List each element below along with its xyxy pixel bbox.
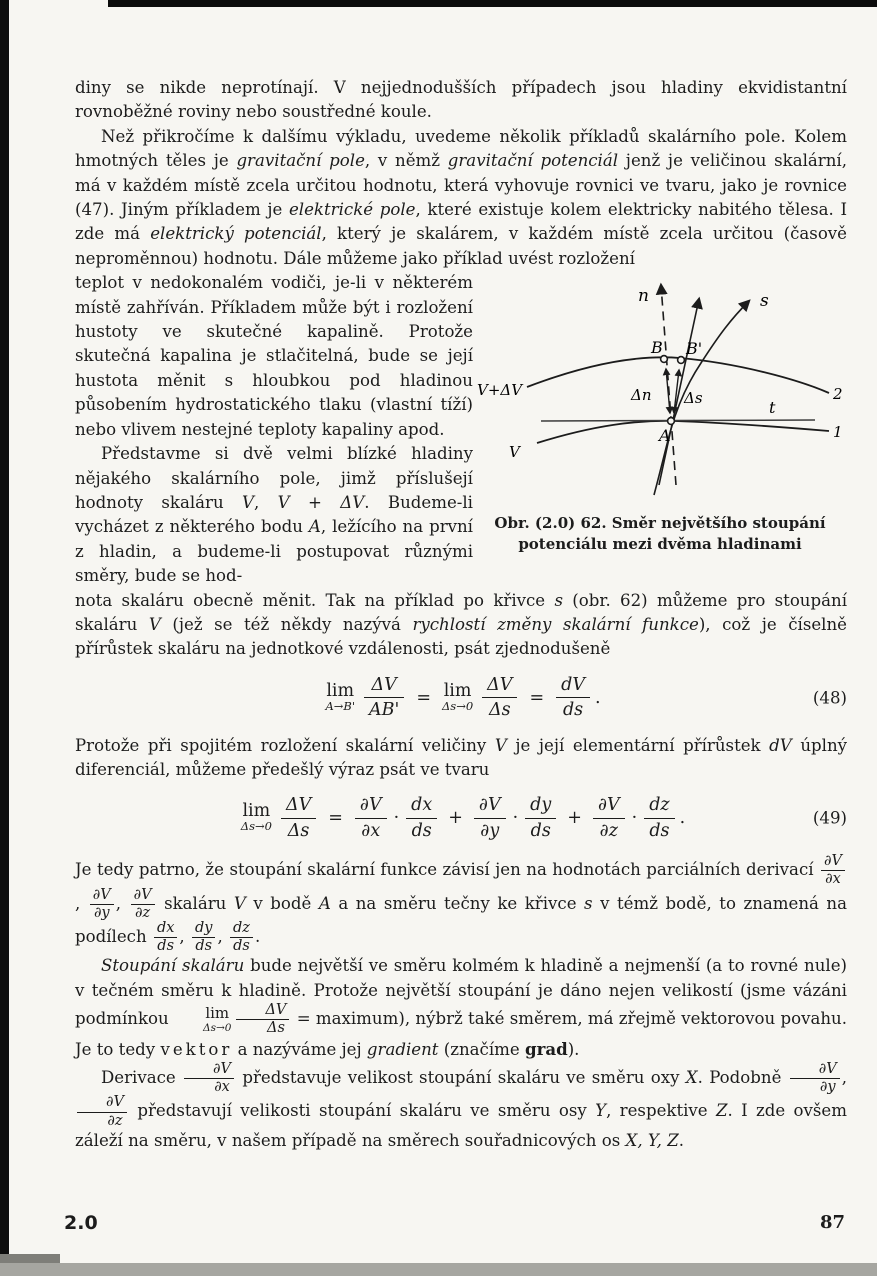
fraction xyxy=(406,796,437,840)
numerator: ∂V xyxy=(355,796,387,818)
denominator: ∂x xyxy=(214,1079,230,1096)
label-lower-level: V xyxy=(509,443,520,462)
inline-fraction xyxy=(131,888,155,921)
denominator: ∂z xyxy=(599,820,618,841)
text-run: představují velikosti stoupání skaláru ve směru osy xyxy=(128,1101,596,1121)
text-run: , v němž xyxy=(364,151,448,171)
text-run: Představme si dvě velmi blízké hladiny nějakého skalárního pole, jimž příslušejí hodnoty skaláru xyxy=(75,444,473,512)
numerator: ∂V xyxy=(474,796,506,818)
math-var: s xyxy=(554,590,563,610)
limit-operator xyxy=(241,802,272,834)
inline-fraction xyxy=(154,921,177,954)
math-var: A xyxy=(308,517,321,537)
figure-caption-line1: Obr. (2.0) 62. Směr největšího stoupání xyxy=(494,514,826,533)
denominator: ds xyxy=(562,700,584,721)
equation-49-body xyxy=(237,796,685,840)
paragraph-differential xyxy=(75,734,847,783)
denominator: ds xyxy=(530,820,551,841)
math-var: V xyxy=(242,492,255,512)
narrow-text-column xyxy=(75,271,473,588)
lim-word: lim xyxy=(443,680,472,701)
text-run: . Budeme-li vycházet z některého bodu xyxy=(75,492,473,537)
text-run: úplný diferenciál, můžeme předešlý výraz psát ve tvaru xyxy=(75,735,848,779)
numerator: dy xyxy=(192,921,215,938)
paragraph-derivace xyxy=(75,1062,847,1153)
denominator: ∂z xyxy=(135,904,151,921)
numerator: ΔV xyxy=(236,1003,289,1020)
lim-word: lim xyxy=(242,801,271,822)
label-surface-2: 2 xyxy=(833,385,843,404)
multiplication-dot: · xyxy=(631,808,638,829)
text-run: . xyxy=(254,927,261,947)
text-run: , xyxy=(75,893,88,913)
numerator: ∂V xyxy=(821,854,845,871)
text-run: = maximum), nýbrž také směrem, má zřejmě vektorovou povahu. Je to tedy xyxy=(75,1009,847,1059)
fraction xyxy=(644,796,674,840)
math-var: V xyxy=(494,735,507,755)
text-run-italic: elektrické pole xyxy=(288,200,416,220)
numerator: ∂V xyxy=(131,888,155,905)
equals-sign: = xyxy=(416,687,431,708)
text-run: , xyxy=(179,927,190,947)
numerator: ∂V xyxy=(593,796,625,818)
lim-subscript: Δs→0 xyxy=(240,819,272,834)
point-A xyxy=(668,418,675,425)
label-s: s xyxy=(760,291,769,312)
text-run: nota skaláru obecně měnit. Tak na příklad po křivce xyxy=(75,590,555,610)
footer-page-number: 87 xyxy=(819,1212,845,1233)
label-upper-level: V+ΔV xyxy=(477,381,523,400)
fraction xyxy=(355,796,387,840)
math-var: Z xyxy=(715,1101,728,1121)
text-run: , xyxy=(217,927,229,947)
lim-subscript: A→B' xyxy=(325,698,356,713)
text-run: , respektive xyxy=(606,1101,716,1121)
inline-fraction xyxy=(790,1062,840,1095)
scan-left-edge xyxy=(0,0,9,1276)
text-run-spaced: vektor xyxy=(160,1039,233,1059)
scan-bottom-edge xyxy=(0,1263,877,1276)
text-run: v témž bodě, to znamená na podílech xyxy=(75,893,847,947)
multiplication-dot: · xyxy=(512,808,519,829)
text-run-italic: elektrický potenciál xyxy=(150,224,322,244)
paragraph-examples xyxy=(75,125,847,271)
paragraph-slope xyxy=(75,589,847,662)
numerator: dy xyxy=(525,796,556,818)
figure-caption-line2: potenciálu mezi dvěma hladinami xyxy=(518,535,802,554)
text-run: ). xyxy=(567,1039,580,1059)
numerator: ∂V xyxy=(184,1062,234,1079)
math-var: X, Y, Z xyxy=(625,1130,679,1150)
text-run-italic: rychlostí změny skalární funkce xyxy=(412,614,699,634)
text-run: Derivace xyxy=(101,1068,183,1088)
text-run: bude největší ve směru kolmém k hladině a nejmenší (a to rovné nule) v tečném směru k hladině. Protože největší stoupání je dáno nejen velikostí (jsme vázáni podmínkou xyxy=(75,956,848,1029)
label-n: n xyxy=(638,286,649,307)
denominator: ∂y xyxy=(93,904,110,921)
text-run-italic: gravitační potenciál xyxy=(447,151,619,171)
numerator: ΔV xyxy=(281,796,316,818)
label-tangent: t xyxy=(769,398,776,418)
numerator: ΔV xyxy=(364,676,404,698)
fraction xyxy=(364,676,404,720)
math-var: V xyxy=(148,614,161,634)
text-run-italic: gravitační pole xyxy=(236,151,365,171)
denominator: Δs xyxy=(489,700,511,721)
footer-section-label: 2.0 xyxy=(64,1212,98,1234)
period: . xyxy=(679,808,686,829)
denominator: ∂y xyxy=(480,820,500,841)
denominator: AB' xyxy=(369,700,400,721)
text-run: Protože při spojitém rozložení skalární veličiny xyxy=(75,735,495,755)
figure-62 xyxy=(473,273,847,555)
text-run: v bodě xyxy=(245,893,319,913)
text-run: . Podobně xyxy=(697,1068,788,1088)
text-run: , xyxy=(841,1068,847,1088)
denominator: ds xyxy=(649,820,670,841)
text-run: jenž je veličinou skalární, má v každém místě zcela určitou hodnotu, která vyhovuje rovnici ve tvaru, jako je rovnice (47). Jiným příkladem je xyxy=(75,151,848,220)
fraction xyxy=(281,796,316,840)
lim-subscript: Δs→0 xyxy=(203,1021,232,1034)
numerator: ∂V xyxy=(77,1095,127,1112)
fraction xyxy=(556,676,590,720)
plus-sign: + xyxy=(567,808,582,829)
math-var: A xyxy=(318,893,331,913)
text-run: Než přikročíme k dalšímu výkladu, uvedeme několik příkladů skalárního pole. Kolem hmotných těles je xyxy=(75,126,847,171)
text-run: (značíme xyxy=(438,1039,525,1059)
inline-fraction xyxy=(77,1095,127,1128)
denominator: ∂y xyxy=(819,1079,836,1096)
inline-fraction xyxy=(230,921,253,954)
denominator: ds xyxy=(157,938,175,955)
paragraph-continuation xyxy=(75,76,847,125)
lim-word: lim xyxy=(326,680,355,701)
paragraph-two-levels xyxy=(75,442,473,588)
text-run: představuje velikost stoupání skaláru ve směru oxy xyxy=(236,1068,686,1088)
text-run: teplot v nedokonalém vodiči, je-li v některém místě zahříván. Příkladem může být i rozložení hustoty ve skutečné kapalině. Protože skutečná kapalina je stlačitelná, bude se její hustota měnit s hloubkou pod hladinou působením hydrostatického tlaku (vlastní tíží) nebo vlivem nestejné teploty kapaliny apod. xyxy=(75,273,473,439)
text-run: a nazýváme jej xyxy=(232,1039,367,1059)
text-run: , který je skalárem, v každém místě zcela určitou (časově neproměnnou) hodnotu. Dále můžeme jako příklad uvést rozložení xyxy=(75,224,847,268)
page-body xyxy=(75,76,847,1153)
text-run: Je tedy patrno, že stoupání skalární funkce závisí jen na hodnotách parciálních derivací xyxy=(75,860,820,880)
inline-fraction xyxy=(821,854,845,887)
math-var: Y xyxy=(595,1101,607,1121)
equals-sign: = xyxy=(529,687,545,708)
label-B-prime: B' xyxy=(686,339,703,359)
normal-line xyxy=(661,285,676,485)
lim-subscript: Δs→0 xyxy=(442,698,474,713)
text-run-bold: grad xyxy=(525,1038,568,1059)
text-run: a na směru tečny ke křivce xyxy=(330,893,585,913)
text-run: . I zde ovšem záleží na směru, v našem případě na směrech souřadnicových os xyxy=(75,1101,847,1150)
text-run: je její elementární přírůstek xyxy=(506,735,770,755)
label-B: B xyxy=(651,338,663,358)
text-run: (jež se též někdy nazývá xyxy=(160,614,413,634)
text-run: diny se nikde neprotínají. V nejjednodušších případech jsou hladiny ekvidistantní rovnoběžné roviny nebo soustředné koule. xyxy=(75,78,847,122)
inline-fraction xyxy=(184,1062,234,1095)
denominator: ds xyxy=(233,938,250,955)
denominator: Δs xyxy=(287,820,310,841)
limit-operator xyxy=(442,682,473,714)
text-run-italic: Stoupání skaláru xyxy=(101,956,245,976)
text-run: skaláru xyxy=(156,893,234,913)
text-run: , které existuje kolem elektricky nabitého tělesa. I zde má xyxy=(75,200,848,244)
figure-caption xyxy=(473,513,847,555)
denominator: ds xyxy=(195,938,213,955)
tangent-line xyxy=(541,420,815,421)
scan-top-edge xyxy=(108,0,877,7)
math-var: s xyxy=(584,893,593,913)
fraction xyxy=(482,676,517,720)
numerator: dz xyxy=(230,921,253,938)
math-var: V xyxy=(233,893,246,913)
text-run: , xyxy=(254,492,278,512)
equation-49 xyxy=(75,796,847,840)
numerator: ΔV xyxy=(482,676,517,698)
equals-sign: = xyxy=(328,808,343,829)
paragraph-partial-derivatives xyxy=(75,854,847,954)
inline-fraction xyxy=(236,1003,289,1036)
numerator: dz xyxy=(644,796,674,818)
equation-48 xyxy=(75,676,847,720)
inline-fraction xyxy=(192,921,215,954)
math-var: dV xyxy=(769,735,792,755)
figure-62-diagram xyxy=(475,273,845,501)
paragraph-gradient xyxy=(75,954,847,1062)
lim-word: lim xyxy=(205,1004,230,1022)
equation-number: (48) xyxy=(812,688,847,708)
multiplication-dot: · xyxy=(393,808,400,829)
denominator: ds xyxy=(411,820,432,841)
numerator: ∂V xyxy=(790,1062,840,1079)
numerator: dV xyxy=(556,676,590,698)
plus-sign: + xyxy=(448,808,463,829)
text-run: , xyxy=(115,893,129,913)
text-run: ), což je číselně přírůstek skaláru na jednotkové vzdálenosti, psát zjednodušeně xyxy=(75,614,847,659)
fraction xyxy=(593,796,625,840)
text-figure-row xyxy=(75,271,847,588)
inline-fraction xyxy=(90,888,114,921)
numerator: dx xyxy=(406,796,437,818)
label-A: A xyxy=(659,426,671,446)
fraction xyxy=(525,796,556,840)
paragraph-temperature xyxy=(75,271,473,442)
limit-operator xyxy=(325,682,355,714)
limit-operator xyxy=(177,1006,231,1034)
denominator: Δs xyxy=(266,1020,285,1037)
denominator: ∂x xyxy=(361,820,381,841)
text-run-italic: gradient xyxy=(366,1039,439,1059)
denominator: ∂z xyxy=(107,1112,123,1129)
numerator: dx xyxy=(154,921,177,938)
fraction xyxy=(474,796,506,840)
label-surface-1: 1 xyxy=(833,423,843,442)
point-B-prime xyxy=(678,357,685,364)
numerator: ∂V xyxy=(90,888,114,905)
text-run: , ležícího na první z hladin, a budeme-li postupovat různými směry, bude se hod- xyxy=(75,517,473,586)
lower-level-curve xyxy=(537,421,829,446)
equation-number: (49) xyxy=(812,808,847,828)
text-run: . xyxy=(678,1130,685,1150)
math-var: X xyxy=(685,1068,698,1088)
label-delta-n: Δn xyxy=(631,386,652,405)
period: . xyxy=(594,687,601,708)
equation-48-body xyxy=(321,676,600,720)
text-run: (obr. 62) můžeme pro stoupání skaláru xyxy=(75,590,848,634)
denominator: ∂x xyxy=(825,871,841,888)
math-var: V + ΔV xyxy=(277,492,365,512)
label-delta-s: Δs xyxy=(684,389,703,408)
